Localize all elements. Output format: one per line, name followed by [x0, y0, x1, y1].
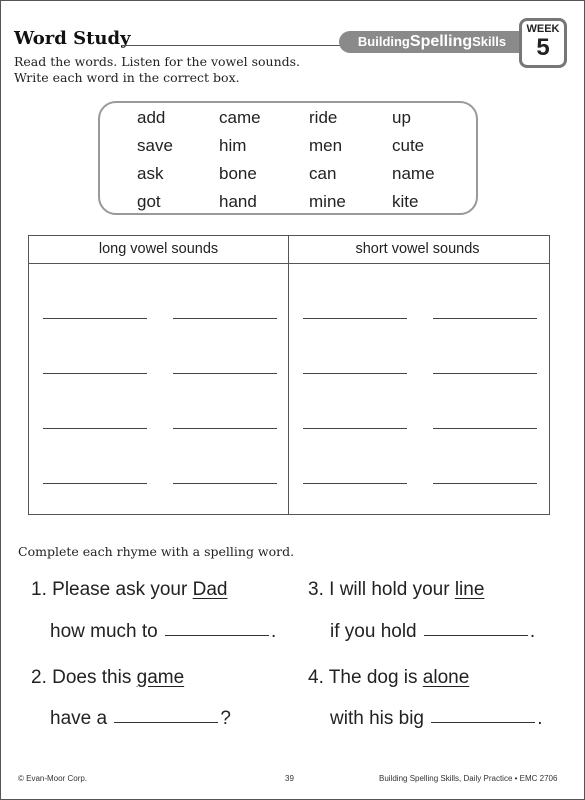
rhyme-text: I will hold your: [329, 579, 455, 600]
rhyme-number: 3.: [308, 579, 324, 600]
rhyme-1-line-1: [31, 579, 227, 601]
rhyme-text: The dog is: [328, 667, 423, 688]
short-vowel-answer-line[interactable]: [433, 373, 537, 374]
word-bank-word: him: [219, 136, 247, 155]
rhyme-2-line-1: [31, 667, 184, 689]
rhyme-instruction: Complete each rhyme with a spelling word.: [18, 544, 295, 559]
sort-table-divider: [288, 236, 289, 514]
page-title: Word Study: [14, 28, 131, 49]
banner-word-spelling: Spelling: [409, 33, 473, 50]
rhyme-key-word: alone: [422, 667, 470, 688]
short-vowel-answer-line[interactable]: [433, 428, 537, 429]
banner-word-building: Building: [357, 34, 410, 49]
long-vowel-answer-line[interactable]: [173, 483, 277, 484]
rhyme-1-line-2: [50, 621, 276, 643]
word-bank-word: hand: [219, 192, 257, 211]
rhyme-text: Does this: [52, 667, 137, 688]
short-vowel-answer-line[interactable]: [303, 318, 407, 319]
word-bank: [98, 101, 478, 215]
long-vowel-answer-line[interactable]: [173, 318, 277, 319]
long-vowel-answer-line[interactable]: [43, 318, 147, 319]
instruction-line-2: Write each word in the correct box.: [14, 70, 240, 85]
short-vowel-answer-line[interactable]: [433, 318, 537, 319]
instruction-line-1: Read the words. Listen for the vowel sounds.: [14, 54, 301, 69]
rhyme-punctuation: .: [529, 621, 536, 642]
rhyme-4-line-2: [330, 708, 543, 730]
rhyme-key-word: Dad: [192, 579, 228, 600]
long-vowel-answer-line[interactable]: [43, 483, 147, 484]
rhyme-text: with his big: [330, 708, 430, 729]
word-bank-word: cute: [392, 136, 425, 155]
rhyme-text: have a: [50, 708, 113, 729]
long-vowel-answer-line[interactable]: [43, 373, 147, 374]
rhyme-text: if you hold: [330, 621, 422, 642]
footer-book-info: Building Spelling Skills, Daily Practice • EMC 2706: [379, 774, 558, 783]
word-bank-word: add: [137, 108, 166, 127]
word-bank-word: ask: [137, 164, 164, 183]
rhyme-punctuation: ?: [220, 708, 231, 729]
word-bank-word: men: [309, 136, 343, 155]
rhyme-answer-blank[interactable]: [431, 722, 535, 723]
word-bank-word: came: [219, 108, 261, 127]
vowel-sort-table: [28, 235, 550, 515]
rhyme-3-line-2: [330, 621, 535, 643]
rhyme-3-line-1: [308, 579, 484, 601]
week-number: 5: [536, 34, 550, 61]
short-vowel-header: short vowel sounds: [355, 241, 480, 257]
word-bank-word: can: [309, 164, 337, 183]
rhyme-key-word: game: [136, 667, 185, 688]
long-vowel-answer-line[interactable]: [173, 428, 277, 429]
week-badge: [519, 18, 567, 68]
short-vowel-answer-line[interactable]: [303, 373, 407, 374]
word-bank-word: ride: [309, 108, 338, 127]
series-banner-text: [339, 31, 525, 53]
rhyme-text: Please ask your: [52, 579, 193, 600]
short-vowel-answer-line[interactable]: [303, 428, 407, 429]
footer-page-number: 39: [285, 774, 294, 783]
word-bank-word: up: [392, 108, 411, 127]
word-bank-word: name: [392, 164, 435, 183]
long-vowel-header: long vowel sounds: [98, 241, 219, 257]
rhyme-punctuation: .: [271, 621, 277, 642]
long-vowel-answer-line[interactable]: [173, 373, 277, 374]
rhyme-text: how much to: [50, 621, 163, 642]
rhyme-number: 2.: [31, 667, 47, 688]
week-label: WEEK: [526, 23, 560, 35]
rhyme-number: 1.: [31, 579, 47, 600]
word-bank-word: kite: [392, 192, 419, 211]
word-bank-word: got: [137, 192, 161, 211]
word-bank-word: bone: [219, 164, 257, 183]
rhyme-key-word: line: [454, 579, 485, 600]
rhyme-answer-blank[interactable]: [114, 722, 218, 723]
rhyme-number: 4.: [308, 667, 324, 688]
short-vowel-answer-line[interactable]: [303, 483, 407, 484]
rhyme-answer-blank[interactable]: [424, 635, 528, 636]
rhyme-punctuation: .: [537, 708, 543, 729]
rhyme-2-line-2: [50, 708, 231, 730]
rhyme-answer-blank[interactable]: [165, 635, 269, 636]
footer-copyright: © Evan-Moor Corp.: [18, 774, 88, 783]
banner-word-skills: Skills: [472, 34, 507, 49]
rhyme-4-line-1: [308, 667, 469, 689]
word-bank-word: mine: [309, 192, 346, 211]
word-bank-word: save: [137, 136, 173, 155]
short-vowel-answer-line[interactable]: [433, 483, 537, 484]
long-vowel-answer-line[interactable]: [43, 428, 147, 429]
title-rule: [121, 45, 346, 46]
